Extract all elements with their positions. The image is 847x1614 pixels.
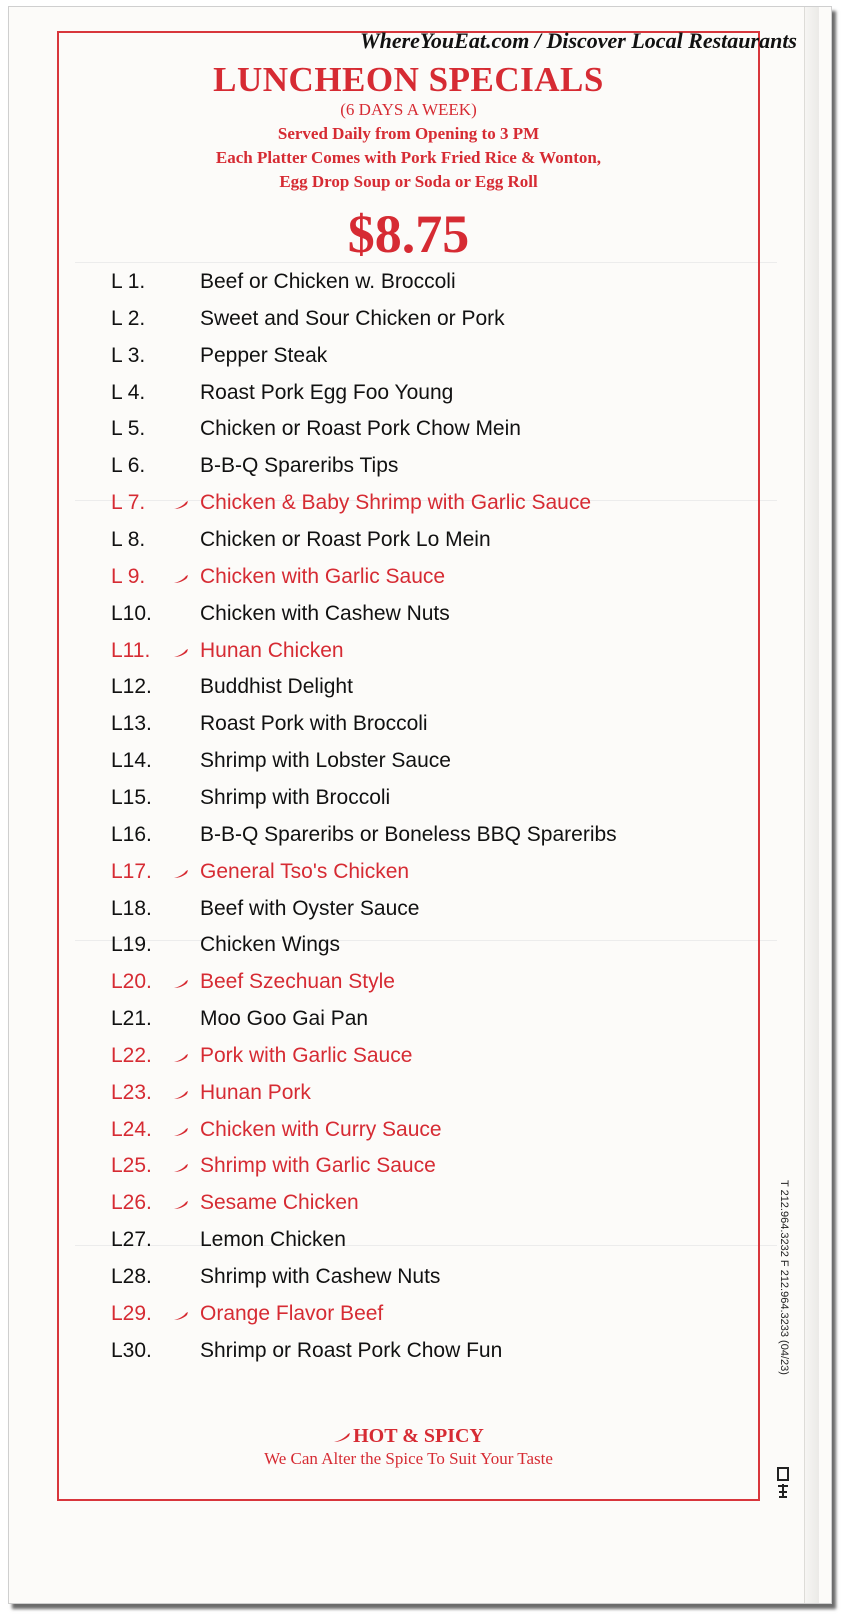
- menu-item: [111, 565, 711, 595]
- menu-item-code: L28.: [111, 1265, 152, 1288]
- menu-item-code: L24.: [111, 1117, 152, 1141]
- menu-item: [111, 417, 711, 447]
- chili-pepper-icon: [173, 1127, 189, 1137]
- menu-item-name: Shrimp or Roast Pork Chow Fun: [200, 1338, 503, 1362]
- chili-pepper-icon: [173, 648, 189, 658]
- menu-item-name: General Tso's Chicken: [200, 859, 410, 883]
- menu-item-name: B-B-Q Spareribs or Boneless BBQ Spareribs: [200, 822, 617, 846]
- menu-item-code: L 4.: [111, 380, 146, 404]
- chili-pepper-icon: [173, 979, 189, 989]
- menu-item-code: L29.: [111, 1301, 152, 1325]
- menu-item-code: L20.: [111, 970, 152, 994]
- menu-item: [111, 1007, 711, 1037]
- menu-item: [111, 491, 711, 521]
- menu-item-code: L 1.: [111, 270, 146, 293]
- menu-item-name: Chicken or Roast Pork Chow Mein: [200, 417, 521, 441]
- menu-item: [111, 381, 711, 411]
- chili-pepper-icon: [333, 1432, 351, 1443]
- menu-item: [111, 602, 711, 632]
- chili-pepper-icon: [173, 1163, 189, 1173]
- menu-item: [111, 270, 711, 300]
- menu-item-code: L13.: [111, 712, 152, 736]
- menu-item: [111, 823, 711, 853]
- menu-item: [111, 528, 711, 558]
- menu-item-name: Chicken with Curry Sauce: [200, 1117, 442, 1141]
- menu-item-code: L19.: [111, 933, 152, 957]
- menu-item: [111, 1081, 711, 1111]
- menu-item: [111, 897, 711, 927]
- menu-item-name: Chicken with Garlic Sauce: [200, 564, 446, 588]
- menu-item-name: Lemon Chicken: [200, 1228, 346, 1252]
- menu-item: [111, 786, 711, 816]
- page-title: LUNCHEON SPECIALS: [213, 60, 604, 99]
- menu-item-code: L27.: [111, 1228, 152, 1252]
- menu-item-name: B-B-Q Spareribs Tips: [200, 454, 399, 478]
- spice-note: We Can Alter the Spice To Suit Your Taste: [264, 1449, 553, 1468]
- menu-item: [111, 1265, 711, 1295]
- menu-item-code: L26.: [111, 1191, 152, 1215]
- menu-item-code: L 3.: [111, 343, 146, 367]
- platter-includes: Each Platter Comes with Pork Fried Rice & Wonton,: [215, 148, 602, 167]
- platter-includes-choices: Egg Drop Soup or Soda or Egg Roll: [279, 172, 538, 191]
- chili-pepper-icon: [173, 1090, 189, 1100]
- menu-item: [111, 1302, 711, 1332]
- chili-pepper-icon: [173, 574, 189, 584]
- menu-item: [111, 454, 711, 484]
- menu-item-code: L 8.: [111, 528, 146, 551]
- menu-item-code: L17.: [111, 859, 152, 883]
- menu-item-name: Roast Pork Egg Foo Young: [200, 380, 454, 404]
- chili-pepper-icon: [173, 500, 189, 510]
- menu-item-code: L 9.: [111, 564, 146, 588]
- menu-item-name: Shrimp with Cashew Nuts: [200, 1265, 441, 1288]
- menu-item: [111, 1154, 711, 1184]
- menu-item: [111, 639, 711, 669]
- menu-item-code: L22.: [111, 1043, 152, 1067]
- menu-item-name: Moo Goo Gai Pan: [200, 1007, 369, 1030]
- menu-item-name: Orange Flavor Beef: [200, 1301, 384, 1325]
- menu-item-name: Chicken or Roast Pork Lo Mein: [200, 528, 491, 551]
- menu-item: [111, 712, 711, 742]
- menu-item-code: L14.: [111, 749, 152, 772]
- chili-pepper-icon: [173, 1311, 189, 1321]
- menu-item-code: L25.: [111, 1154, 152, 1178]
- menu-item-code: L18.: [111, 896, 152, 920]
- menu-item-name: Chicken & Baby Shrimp with Garlic Sauce: [200, 491, 591, 515]
- site-watermark: WhereYouEat.com / Discover Local Restaurants: [360, 28, 797, 53]
- menu-item: [111, 860, 711, 890]
- menu-item-code: L 7.: [111, 491, 146, 515]
- menu-item: [111, 1228, 711, 1258]
- page-subtitle: (6 DAYS A WEEK): [340, 100, 477, 119]
- menu-item-name: Beef or Chicken w. Broccoli: [200, 270, 456, 293]
- menu-item-code: L15.: [111, 785, 152, 809]
- menu-item-name: Shrimp with Lobster Sauce: [200, 749, 451, 772]
- menu-item-name: Hunan Pork: [200, 1080, 311, 1104]
- menu-item-code: L23.: [111, 1080, 152, 1104]
- hot-spicy-legend: [57, 1425, 760, 1448]
- menu-item-code: L16.: [111, 822, 152, 846]
- menu-item-name: Pepper Steak: [200, 343, 328, 367]
- chili-pepper-icon: [173, 1053, 189, 1063]
- menu-item-code: L 2.: [111, 306, 146, 330]
- menu-item-name: Sweet and Sour Chicken or Pork: [200, 306, 505, 330]
- serving-hours: Served Daily from Opening to 3 PM: [277, 124, 540, 143]
- menu-item: [111, 675, 711, 705]
- menu-item-code: L 5.: [111, 417, 146, 441]
- menu-item-name: Shrimp with Broccoli: [200, 785, 391, 809]
- menu-item: [111, 1044, 711, 1074]
- menu-item-name: Beef with Oyster Sauce: [200, 896, 420, 920]
- menu-item-code: L12.: [111, 675, 152, 699]
- menu-item-name: Buddhist Delight: [200, 675, 353, 699]
- printer-phone-strip: [774, 1180, 794, 1500]
- menu-item: [111, 1191, 711, 1221]
- menu-item-name: Chicken Wings: [200, 933, 341, 957]
- hot-spicy-label: HOT & SPICY: [353, 1425, 484, 1447]
- menu-item: [111, 1339, 711, 1369]
- menu-item-code: L 6.: [111, 454, 146, 478]
- printer-logo-icon: [775, 1466, 791, 1500]
- menu-item: [111, 749, 711, 779]
- menu-item: [111, 1118, 711, 1148]
- menu-item-code: L30.: [111, 1338, 152, 1362]
- menu-item-name: Hunan Chicken: [200, 638, 344, 662]
- menu-item-code: L21.: [111, 1007, 152, 1030]
- menu-item-name: Chicken with Cashew Nuts: [200, 601, 450, 625]
- printer-phone-text: T 212.964.3232 F 212.964.3233 (04/23): [778, 1180, 790, 1375]
- menu-item-code: L11.: [111, 638, 151, 662]
- menu-item: [111, 344, 711, 374]
- menu-item: [111, 970, 711, 1000]
- menu-item: [111, 307, 711, 337]
- menu-item-code: L10.: [111, 601, 152, 625]
- menu-item: [111, 933, 711, 963]
- chili-pepper-icon: [173, 1200, 189, 1210]
- menu-item-name: Shrimp with Garlic Sauce: [200, 1154, 436, 1178]
- menu-item-name: Roast Pork with Broccoli: [200, 712, 428, 736]
- menu-item-name: Sesame Chicken: [200, 1191, 359, 1215]
- chili-pepper-icon: [173, 869, 189, 879]
- menu-item-name: Pork with Garlic Sauce: [200, 1043, 413, 1067]
- menu-item-name: Beef Szechuan Style: [200, 970, 395, 994]
- special-price: $8.75: [347, 204, 470, 264]
